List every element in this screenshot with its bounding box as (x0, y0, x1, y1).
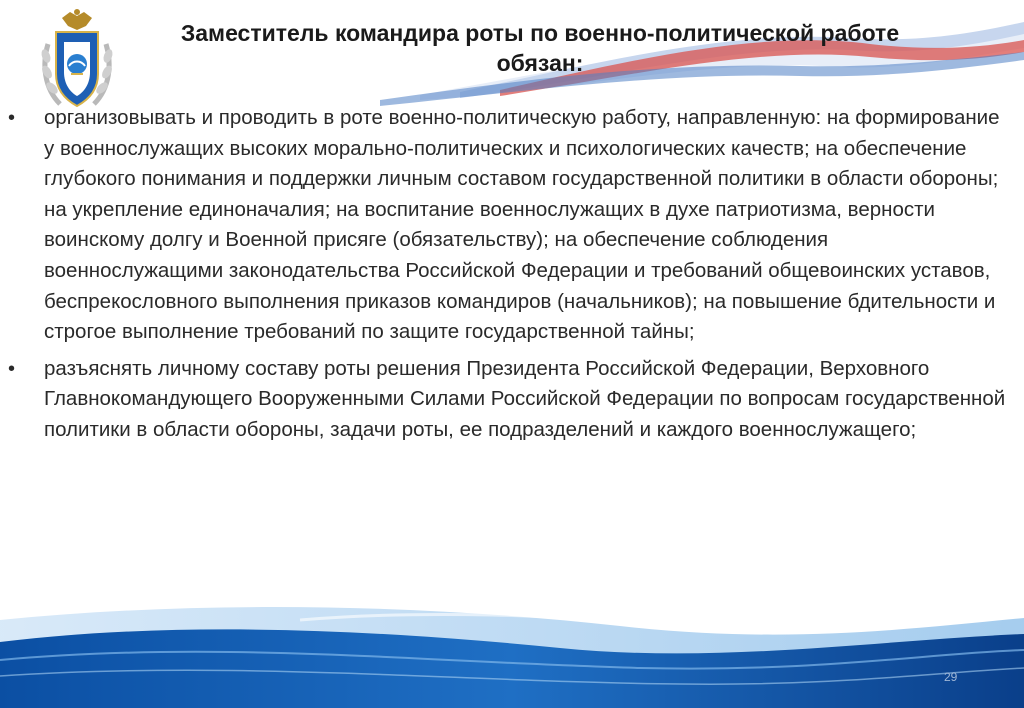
list-item (0, 354, 1024, 446)
slide-title (100, 18, 980, 78)
bullet-text: организовывать и проводить в роте военно-политическую работу, направленную: на формирование у военнослужащих высоких морально-политических и психологических качеств; на обеспечение глубокого понимания и поддержки личным составом государственной политики в области обороны; на укрепление единоначалия; на воспитание военнослужащих в духе патриотизма, верности воинскому долгу и Военной присяге (обязательству); на обеспечение соблюдения военнослужащими законодательства Российской Федерации и требований общевоинских уставов, беспрекословного выполнения приказов командиров (начальников); на повышение бдительности и строгое выполнение требований по защите государственной тайны; (44, 106, 1000, 344)
page-number: 29 (944, 670, 958, 684)
bullet-marker: • (8, 357, 16, 380)
bottom-wave-decoration (0, 590, 1024, 708)
bullet-text: разъяснять личному составу роты решения Президента Российской Федерации, Верховного Главнокомандующего Вооруженными Силами Российской Федерации по вопросам государственной политики в области обороны, задачи роты, ее подразделений и каждого военнослужащего; (44, 356, 1006, 441)
slide-content (0, 103, 1024, 452)
title-line-2: обязан: (496, 50, 584, 76)
list-item (0, 103, 1024, 348)
bullet-marker: • (8, 107, 16, 129)
bullet-list (0, 103, 1024, 446)
title-line-1: Заместитель командира роты по военно-политической работе (180, 20, 900, 46)
